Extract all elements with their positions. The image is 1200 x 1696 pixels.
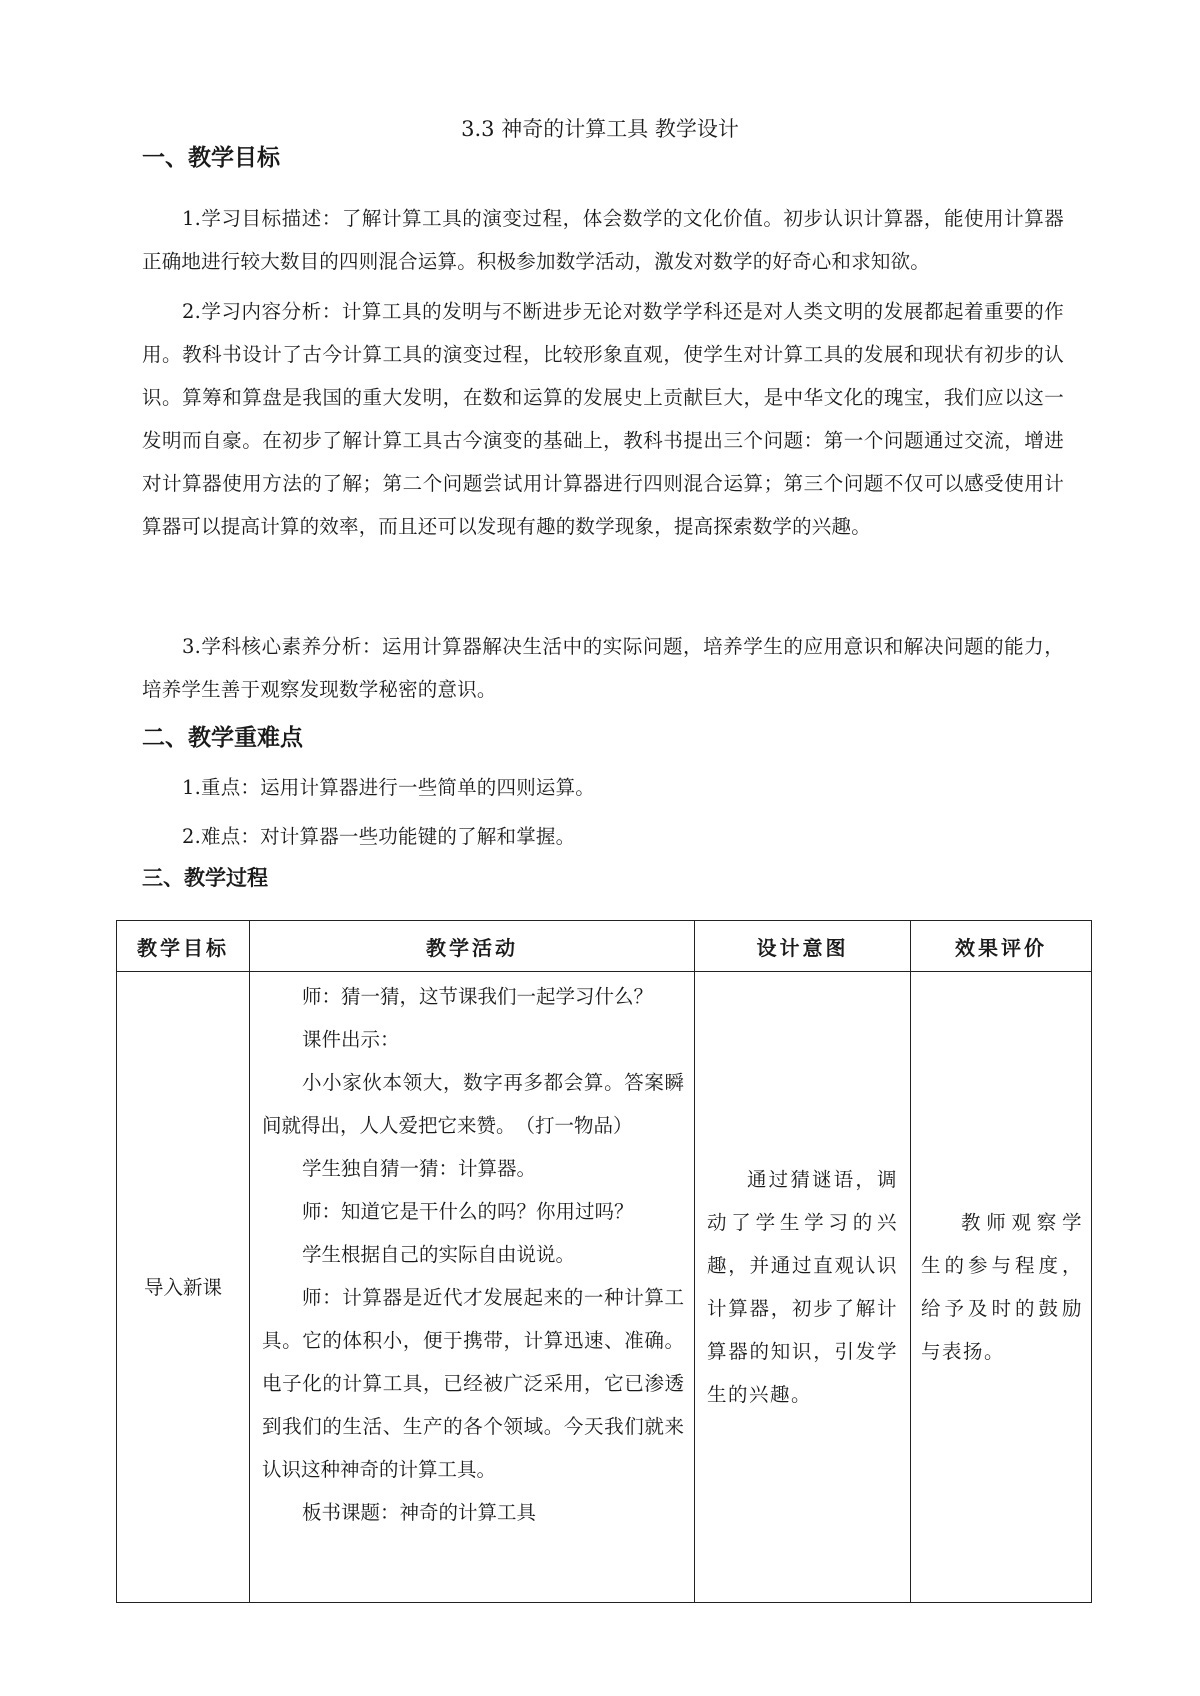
- header-activity: 教学活动: [250, 921, 695, 972]
- cell-intent: [695, 972, 911, 1603]
- key-point-1: 1.重点：运用计算器进行一些简单的四则运算。: [182, 776, 596, 799]
- heading-objectives: 一、教学目标: [142, 145, 280, 171]
- activity-line: 师：知道它是干什么的吗？你用过吗？: [302, 1200, 634, 1223]
- objectives-paragraph-1: 1.学习目标描述：了解计算工具的演变过程，体会数学的文化价值。初步认识计算器，能使用计算器正确地进行较大数目的四则混合运算。积极参加数学活动，激发对数学的好奇心和求知欲。: [142, 207, 1064, 273]
- cell-evaluation: [911, 972, 1092, 1603]
- activity-line: 小小家伙本领大，数字再多都会算。答案瞬间就得出，人人爱把它来赞。 （打一物品）: [262, 1071, 684, 1137]
- activity-line: 学生独自猜一猜：计算器。: [302, 1157, 537, 1180]
- cell-goal: 导入新课: [117, 972, 250, 1603]
- activity-line: 师：猜一猜，这节课我们一起学习什么？: [302, 985, 654, 1008]
- activity-line: 学生根据自己的实际自由说说。: [302, 1243, 576, 1266]
- header-evaluation: 效果评价: [911, 921, 1092, 972]
- header-intent: 设计意图: [695, 921, 911, 972]
- evaluation-text: 教师观察学生的参与程度，给予及时的鼓励与表扬。: [921, 1211, 1083, 1363]
- activity-line: 师：计算器是近代才发展起来的一种计算工具。它的体积小，便于携带，计算迅速、准确。电子化的计算工具，已经被广泛采用，它已渗透到我们的生活、生产的各个领域。今天我们就来认识这种神奇的计算工具。: [262, 1286, 684, 1481]
- key-point-2: 2.难点：对计算器一些功能键的了解和掌握。: [182, 825, 576, 848]
- heading-key-points: 二、教学重难点: [142, 725, 303, 751]
- cell-activity: [250, 972, 695, 1603]
- table-header-row: [117, 921, 1092, 972]
- document-title: 3.3 神奇的计算工具 教学设计: [461, 117, 739, 141]
- heading-process: 三、教学过程: [142, 866, 268, 890]
- header-goal: 教学目标: [117, 921, 250, 972]
- activity-line: 课件出示：: [302, 1028, 400, 1051]
- activity-line: 板书课题：神奇的计算工具: [302, 1501, 537, 1524]
- objectives-paragraph-3: 3.学科核心素养分析：运用计算器解决生活中的实际问题，培养学生的应用意识和解决问题的能力，培养学生善于观察发现数学秘密的意识。: [142, 635, 1064, 701]
- teaching-process-table: [116, 920, 1092, 1603]
- table-row: [117, 972, 1092, 1603]
- objectives-paragraph-2: 2.学习内容分析：计算工具的发明与不断进步无论对数学学科还是对人类文明的发展都起着重要的作用。教科书设计了古今计算工具的演变过程，比较形象直观，使学生对计算工具的发展和现状有初步的认识。算筹和算盘是我国的重大发明，在数和运算的发展史上贡献巨大，是中华文化的瑰宝，我们应以这一发明而自豪。在初步了解计算工具古今演变的基础上，教科书提出三个问题：第一个问题通过交流，增进对计算器使用方法的了解；第二个问题尝试用计算器进行四则混合运算；第三个问题不仅可以感受使用计算器可以提高计算的效率，而且还可以发现有趣的数学现象，提高探索数学的兴趣。: [142, 300, 1064, 538]
- intent-text: 通过猜谜语，调动了学生学习的兴趣，并通过直观认识计算器，初步了解计算器的知识，引发学生的兴趣。: [707, 1168, 898, 1406]
